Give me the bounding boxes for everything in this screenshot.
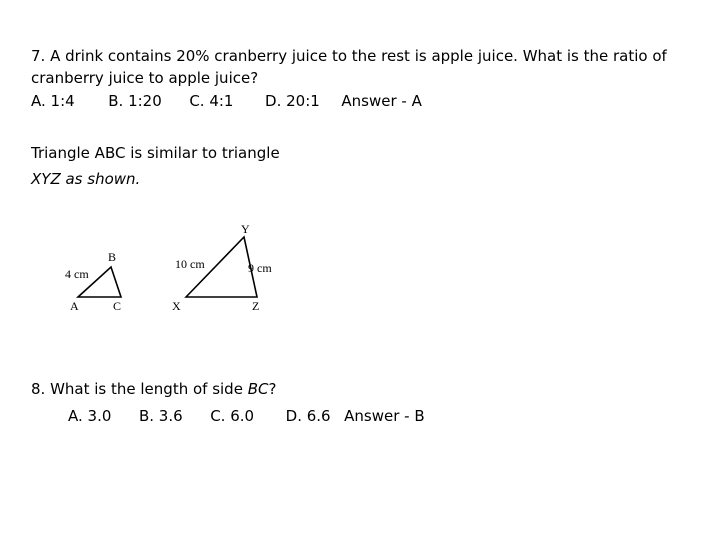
q8-choices [68, 405, 425, 427]
q7-choice-d: D. 20:1 [265, 92, 320, 110]
triangle-abc [65, 250, 121, 313]
label-side-yz: 9 cm [248, 261, 272, 275]
triangle-intro-line1: Triangle ABC is similar to triangle [31, 144, 280, 162]
q8-choice-a: A. 3.0 [68, 407, 112, 425]
label-side-xy: 10 cm [175, 257, 205, 271]
q7-choices [31, 90, 422, 112]
label-x: X [172, 299, 181, 313]
label-side-ab: 4 cm [65, 267, 89, 281]
label-b: B [108, 250, 117, 264]
q7-choice-b: B. 1:20 [108, 92, 162, 110]
q7-line2: cranberry juice to apple juice? [31, 69, 259, 87]
q8-choice-d: D. 6.6 [285, 407, 331, 425]
triangle-intro-line2: XYZ as shown. [31, 170, 141, 188]
q8-question-side: BC [247, 380, 269, 398]
similar-triangles-figure [0, 215, 320, 325]
q7-choice-c: C. 4:1 [189, 92, 234, 110]
q8-choice-c: C. 6.0 [210, 407, 255, 425]
label-z: Z [252, 299, 260, 313]
q8-choice-b: B. 3.6 [138, 407, 183, 425]
q8-question [31, 378, 276, 400]
label-c: C [113, 299, 122, 313]
q7-answer: Answer - A [341, 92, 422, 110]
label-y: Y [241, 222, 250, 236]
q7-line1: 7. A drink contains 20% cranberry juice to the rest is apple juice. What is the ratio of [31, 47, 667, 65]
triangle-xyz [172, 222, 272, 313]
q7-choice-a: A. 1:4 [31, 92, 75, 110]
label-a: A [70, 299, 79, 313]
q8-question-prefix: 8. What is the length of side [31, 380, 248, 398]
q8-question-suffix: ? [268, 380, 277, 398]
q8-answer: Answer - B [344, 407, 425, 425]
